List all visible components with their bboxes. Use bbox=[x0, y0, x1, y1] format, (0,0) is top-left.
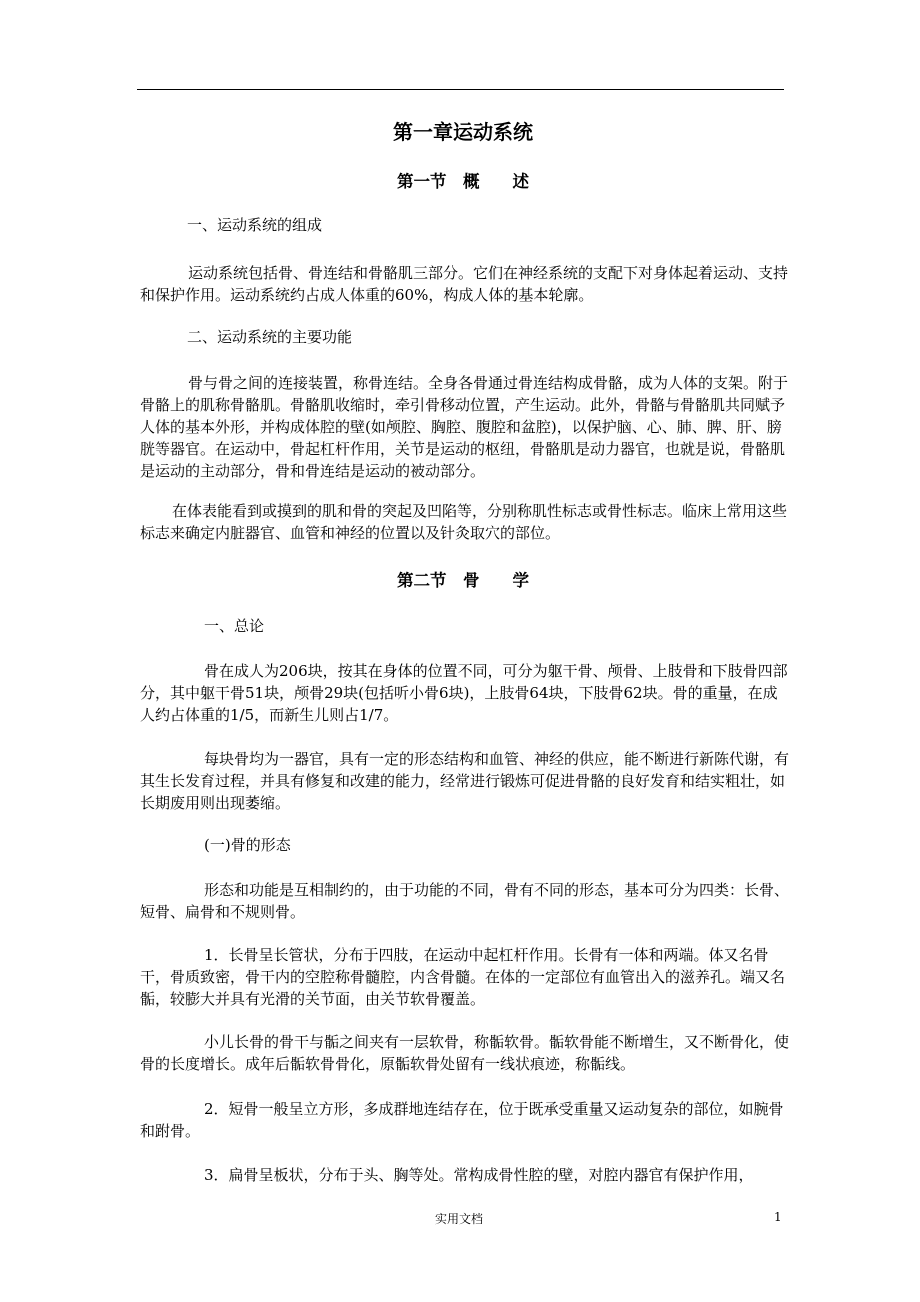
section-2-paragraph-6: 2．短骨一般呈立方形，多成群地连结存在，位于既承受重量又运动复杂的部位，如腕骨和跗骨。 bbox=[140, 1100, 784, 1140]
section-2-paragraph-5: 小儿长骨的骨干与骺之间夹有一层软骨，称骺软骨。骺软骨能不断增生，又不断骨化，使骨的长度增长。成年后骺软骨骨化，原骺软骨处留有一线状痕迹，称骺线。 bbox=[140, 1033, 790, 1073]
section-2-paragraph-1: 骨在成人为206块，按其在身体的位置不同，可分为躯干骨、颅骨、上肢骨和下肢骨四部分，其中躯干骨51块，颅骨29块(包括听小骨6块)，上肢骨64块，下肢骨62块。骨的重量，在成人约占体重的1/5，而新生儿则占1/7。 bbox=[140, 662, 788, 724]
header-rule bbox=[137, 89, 784, 90]
chapter-title: 第一章运动系统 bbox=[393, 120, 533, 144]
section-1-paragraph-3: 在体表能看到或摸到的肌和骨的突起及凹陷等，分别称肌性标志或骨性标志。临床上常用这些标志来确定内脏器官、血管和神经的位置以及针灸取穴的部位。 bbox=[140, 502, 788, 542]
section-2-heading-1: 一、总论 bbox=[204, 617, 265, 635]
section-2-paragraph-4: 1．长骨呈长管状，分布于四肢，在运动中起杠杆作用。长骨有一体和两端。体又名骨干，骨质致密，骨干内的空腔称骨髓腔，内含骨髓。在体的一定部位有血管出入的滋养孔。端又名骺，较膨大并具有光滑的关节面，由关节软骨覆盖。 bbox=[140, 946, 786, 1008]
section-2-paragraph-2: 每块骨均为一器官，具有一定的形态结构和血管、神经的供应，能不断进行新陈代谢，有其生长发育过程，并具有修复和改建的能力，经常进行锻炼可促进骨骼的良好发育和结实粗壮，如长期废用则出现萎缩。 bbox=[140, 750, 790, 812]
section-1-paragraph-2: 骨与骨之间的连接装置，称骨连结。全身各骨通过骨连结构成骨骼，成为人体的支架。附于骨骼上的肌称骨骼肌。骨骼肌收缩时，牵引骨移动位置，产生运动。此外，骨骼与骨骼肌共同赋予人体的基本外形，并构成体腔的壁(如颅腔、胸腔、腹腔和盆腔)，以保护脑、心、肺、脾、肝、膀胱等器官。在运动中，骨起杠杆作用，关节是运动的枢纽，骨骼肌是动力器官，也就是说，骨骼肌是运动的主动部分，骨和骨连结是运动的被动部分。 bbox=[140, 374, 789, 480]
section-2-paragraph-7: 3．扁骨呈板状，分布于头、胸等处。常构成骨性腔的壁，对腔内器官有保护作用， bbox=[204, 1166, 754, 1184]
section-1-heading-2: 二、运动系统的主要功能 bbox=[187, 328, 353, 346]
section-1-paragraph-1: 运动系统包括骨、骨连结和骨骼肌三部分。它们在神经系统的支配下对身体起着运动、支持和保护作用。运动系统约占成人体重的60%，构成人体的基本轮廓。 bbox=[140, 264, 789, 304]
footer-label: 实用文档 bbox=[435, 1212, 484, 1226]
section-1-title: 第一节 概 述 bbox=[397, 172, 529, 191]
section-2-paragraph-3: 形态和功能是互相制约的，由于功能的不同，骨有不同的形态，基本可分为四类：长骨、短骨、扁骨和不规则骨。 bbox=[140, 881, 790, 921]
section-2-title: 第二节 骨 学 bbox=[397, 571, 529, 590]
page-number: 1 bbox=[774, 1210, 782, 1224]
section-2-heading-2: (一)骨的形态 bbox=[204, 836, 291, 854]
section-1-heading-1: 一、运动系统的组成 bbox=[187, 216, 323, 234]
